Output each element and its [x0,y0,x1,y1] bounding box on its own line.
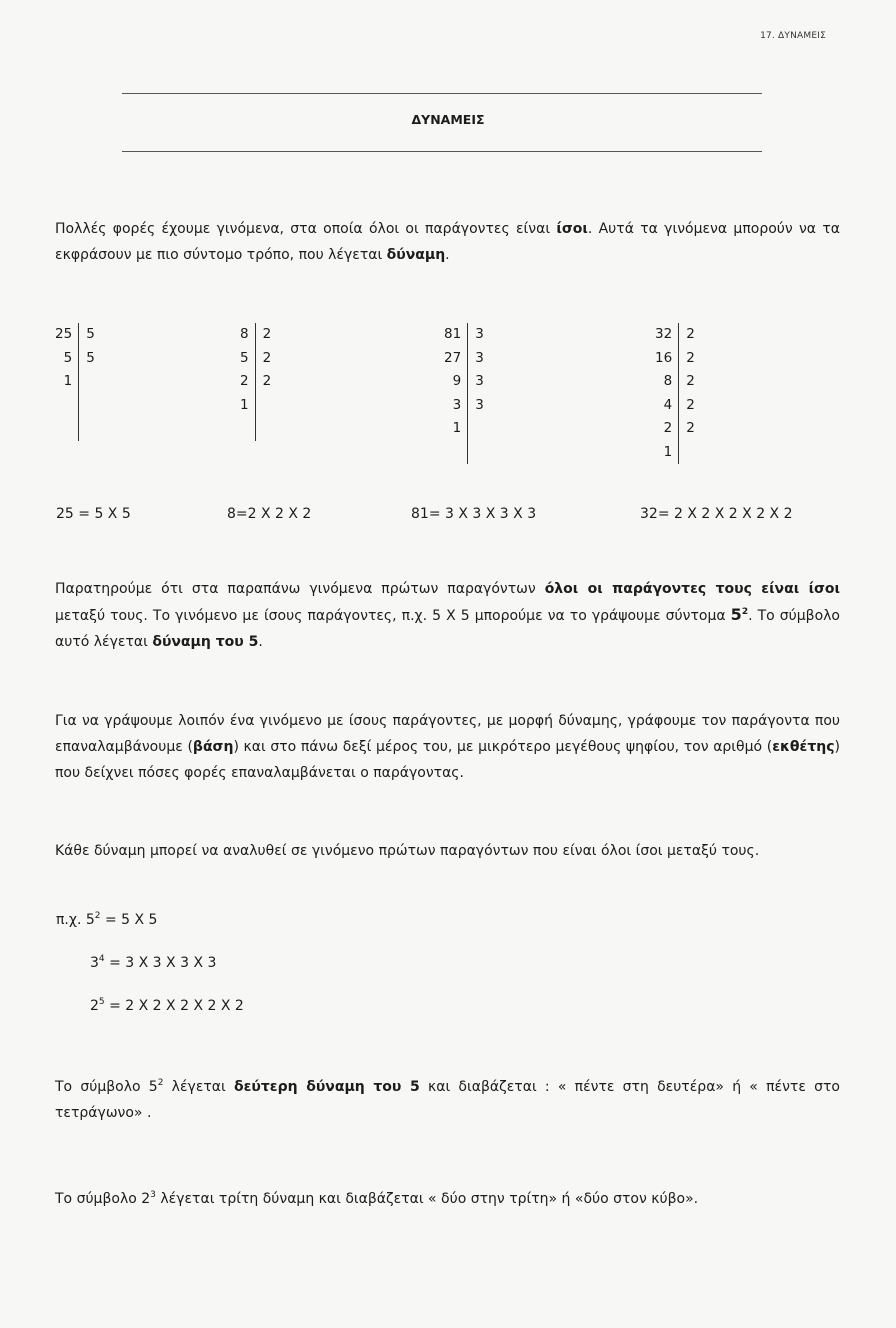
factorization-dividends [55,323,79,441]
dividend: 1 [452,420,462,436]
text: Παρατηρούμε ότι στα παραπάνω γινόμενα πρώτων παραγόντων [55,581,545,597]
text: Για να γράψουμε λοιπόν ένα γινόμενο με ίσους παράγοντες, με μορφή δύναμης, γράφουμε τον παράγοντα που επαναλαμβάνουμε ( [55,713,840,755]
dividend: 25 [55,326,73,342]
text: ) και στο πάνω δεξί μέρος του, με μικρότερο μεγέθους ψηφίου, τον αριθμό ( [233,739,773,755]
spacer [444,441,461,465]
text: και διαβάζεται : « πέντε στη δευτέρα» ή « πέντε στο τετράγωνο» . [55,1079,840,1121]
equation: 32= 2 X 2 X 2 X 2 X 2 [640,506,793,522]
exponent: 3 [150,1190,156,1200]
dividend: 5 [240,349,249,366]
bold-text: δύναμη του 5 [152,634,259,650]
dividend: 32 [655,326,673,342]
expansion: = 2 X 2 X 2 X 2 X 2 [104,998,244,1014]
divisor: 2 [686,326,695,342]
equation: 81= 3 X 3 X 3 X 3 [411,506,537,522]
dividend: 5 [63,349,73,366]
dividend: 8 [240,326,249,342]
base: 2 [141,1191,151,1207]
expansion: = 5 X 5 [100,912,158,928]
divisor: 3 [475,396,484,413]
divisor: 2 [262,326,272,342]
example-prefix: π.χ. [56,912,86,928]
divisor: 2 [262,349,272,366]
exponent: 4 [98,954,105,964]
factorization-divisors [468,323,484,417]
base: 5 [85,912,95,928]
factorization-25 [55,323,95,441]
exponent: 2 [157,1078,164,1088]
example-line [56,912,157,928]
spacer [55,394,72,418]
third-power-paragraph [55,1186,840,1212]
text: . [258,634,263,650]
power-notation [731,605,748,624]
divisor: 2 [262,373,272,389]
dividend: 1 [240,396,249,413]
dividend: 16 [655,349,673,366]
example-line [90,955,216,971]
factorization-dividends [240,323,256,441]
text: μεταξύ τους. Το γινόμενο με ίσους παράγοντες, π.χ. 5 X 5 μπορούμε να το γράψουμε σύντομα [55,608,731,624]
factorization-32 [655,323,695,464]
factorization-dividends [444,323,468,464]
dividend: 8 [663,373,673,389]
text: . Το σύμβολο αυτό λέγεται [55,608,840,650]
factorization-8 [240,323,271,441]
equation: 8=2 X 2 X 2 [227,506,312,522]
divisor: 3 [475,349,484,366]
title-rule-bottom [122,151,762,152]
intro-paragraph [55,216,840,268]
divisor: 3 [475,326,484,342]
bold-text: ίσοι [556,221,588,237]
dividend: 27 [444,349,462,366]
text: λέγεται τρίτη δύναμη και διαβάζεται « δύο στην τρίτη» ή «δύο στον κύβο». [155,1191,699,1207]
dividend: 1 [663,443,673,460]
bold-text: δύναμη [386,247,446,263]
title-rule-top [122,93,762,94]
second-power-paragraph [55,1074,840,1126]
exponent: 5 [98,997,105,1007]
dividend: 2 [240,373,249,389]
observation-paragraph [55,576,840,655]
exponent: 2 [741,607,749,617]
divisor: 2 [686,349,695,366]
bold-text: εκθέτης [772,739,835,755]
example-line [90,998,244,1014]
equation: 25 = 5 X 5 [56,506,131,522]
spacer [55,417,72,441]
expansion: = 3 X 3 X 3 X 3 [104,955,217,971]
bold-text: βάση [192,739,234,755]
factorization-divisors [679,323,695,441]
bold-text: όλοι οι παράγοντες τους είναι ίσοι [544,581,840,597]
text: λέγεται [163,1079,234,1095]
factorization-81 [444,323,484,464]
dividend: 4 [663,396,673,413]
text: Το σύμβολο [55,1079,149,1095]
factorization-divisors [256,323,272,394]
divisor: 5 [86,349,95,366]
divisor: 3 [475,373,484,389]
running-head: 17. ΔΥΝΑΜΕΙΣ [760,31,826,41]
base: 5 [730,605,742,624]
text: . [445,247,450,263]
factorization-dividends [655,323,679,464]
exponent: 2 [94,911,101,921]
text: . Αυτά τα γινόμενα μπορούν να τα εκφράσουν με πιο σύντομο τρόπο, που λέγεται [55,221,840,263]
dividend: 9 [452,373,462,389]
divisor: 2 [686,420,695,436]
base: 5 [148,1079,158,1095]
every-power-paragraph: Κάθε δύναμη μπορεί να αναλυθεί σε γινόμενο πρώτων παραγόντων που είναι όλοι ίσοι μεταξύ τους. [55,843,760,859]
spacer [240,417,249,441]
page-title: ΔΥΝΑΜΕΙΣ [411,112,485,127]
dividend: 3 [452,396,462,413]
dividend: 1 [63,373,73,389]
divisor: 2 [686,373,695,389]
dividend: 2 [663,420,673,436]
howto-paragraph [55,708,840,786]
base: 3 [90,955,99,971]
text: ) που δείχνει πόσες φορές επαναλαμβάνεται ο παράγοντας. [55,739,841,781]
divisor: 2 [686,396,695,413]
text: Πολλές φορές έχουμε γινόμενα, στα οποία όλοι οι παράγοντες είναι [55,221,557,237]
bold-text: δεύτερη δύναμη του 5 [234,1079,420,1095]
divisor: 5 [86,326,95,342]
factorization-divisors [79,323,95,370]
text: Το σύμβολο [55,1191,142,1207]
base: 2 [90,998,99,1014]
dividend: 81 [444,326,462,342]
